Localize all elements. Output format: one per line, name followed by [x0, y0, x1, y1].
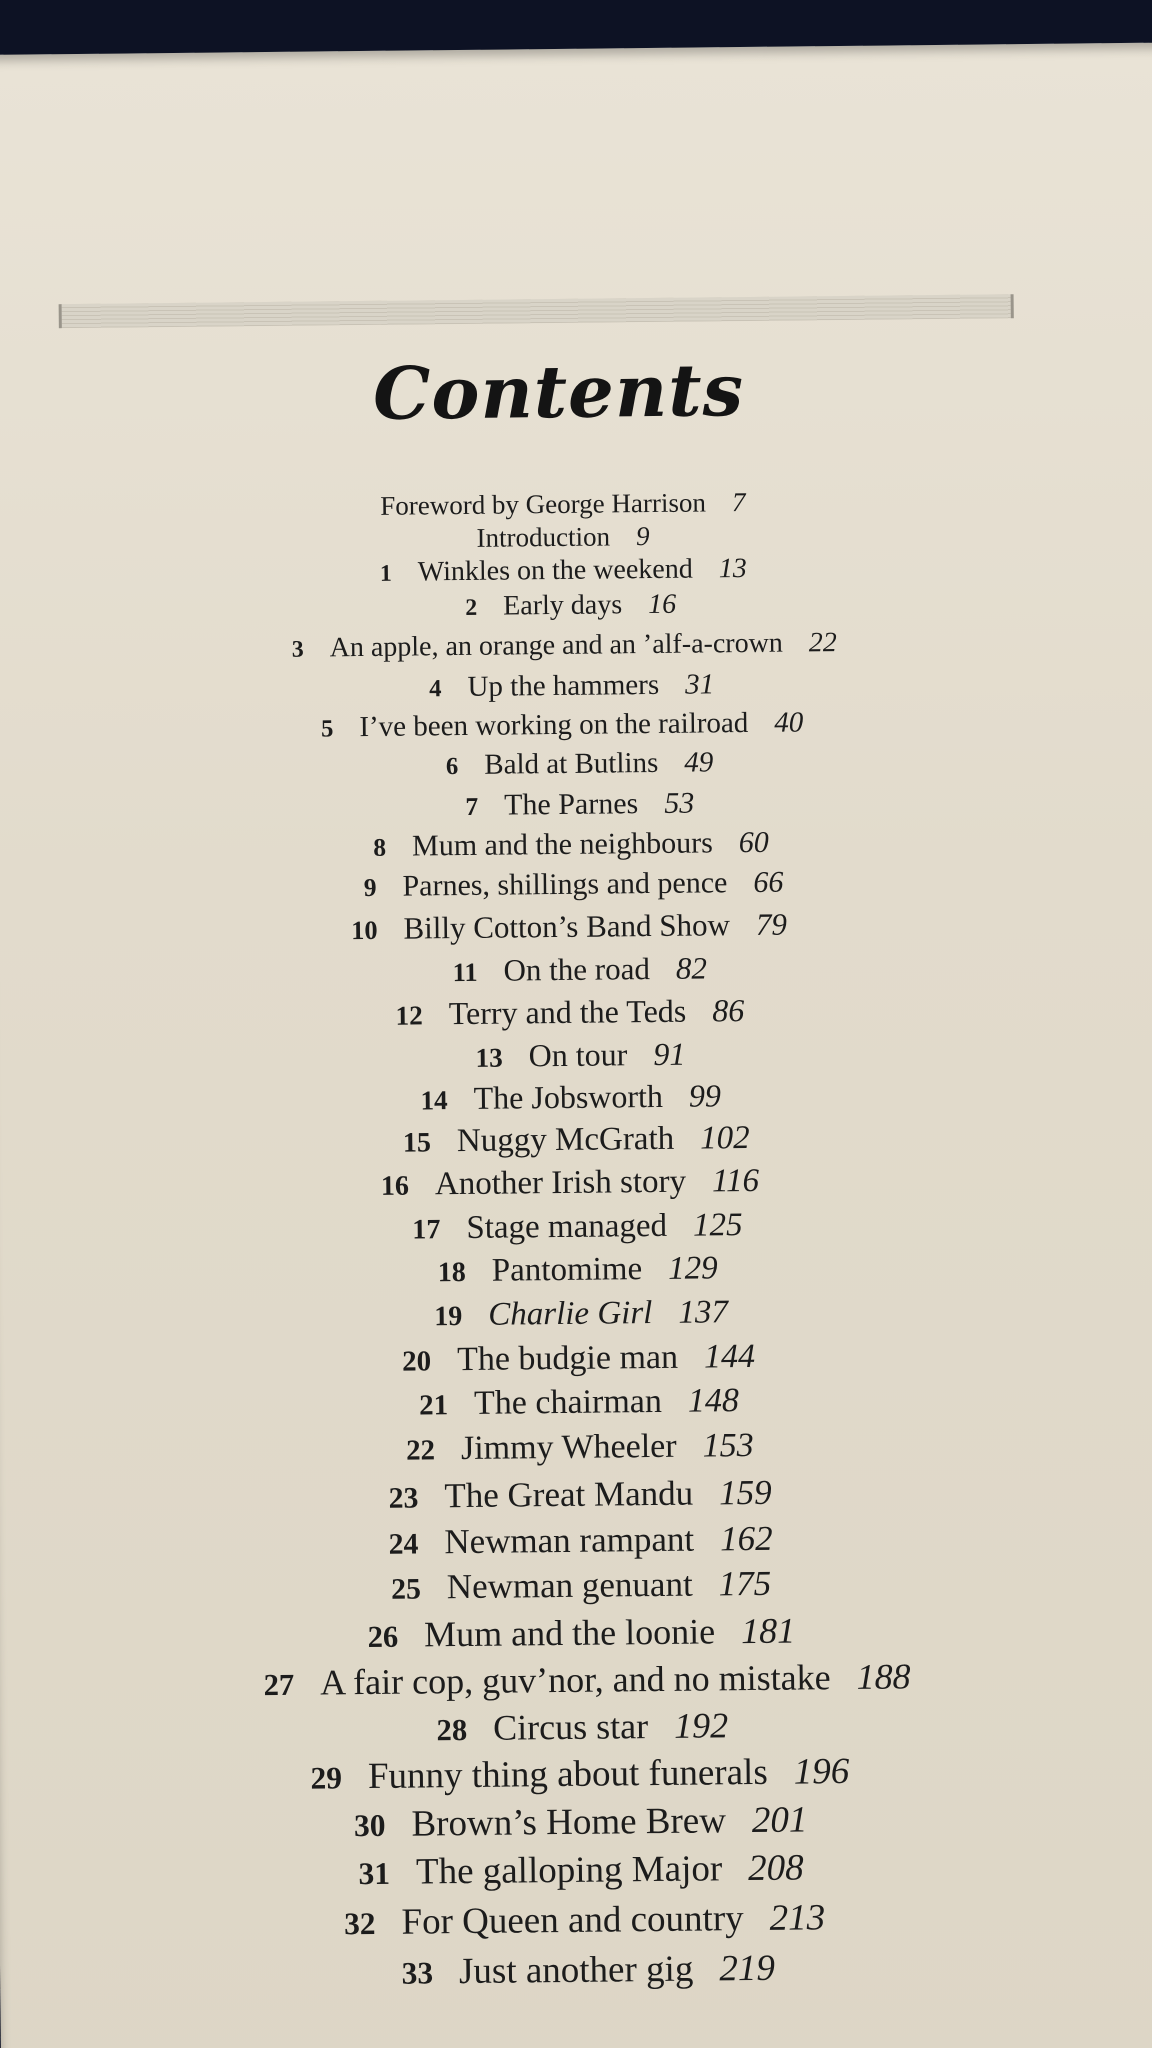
page-number: 82 — [675, 950, 708, 986]
toc-entry — [388, 1519, 772, 1563]
chapter-title: Up the hammers — [467, 668, 660, 703]
page-number: 162 — [719, 1518, 773, 1559]
chapter-title: A fair cop, guv’nor, and no mistake — [319, 1657, 831, 1703]
chapter-title: Another Irish story — [434, 1163, 687, 1203]
toc-entry — [419, 1382, 739, 1423]
chapter-title: Nuggy McGrath — [456, 1120, 675, 1160]
chapter-number: 14 — [420, 1085, 448, 1116]
page-number: 7 — [731, 487, 746, 518]
page-number: 125 — [692, 1207, 743, 1244]
page-title: Contents — [372, 347, 745, 436]
chapter-number: 7 — [465, 791, 479, 821]
chapter-title: Early days — [503, 589, 623, 622]
page-number: 60 — [738, 825, 770, 860]
page-number: 196 — [793, 1750, 850, 1793]
chapter-number: 15 — [402, 1127, 432, 1159]
toc-entry — [388, 1473, 771, 1517]
book-page — [0, 42, 1152, 2048]
decorative-rule — [59, 294, 1014, 328]
page-number: 181 — [740, 1610, 796, 1652]
toc-entry — [380, 487, 745, 522]
chapter-title: Winkles on the weekend — [417, 553, 693, 588]
page-number: 13 — [718, 552, 747, 585]
toc-entry — [420, 1077, 721, 1117]
chapter-title: The Parnes — [503, 787, 639, 822]
page-number: 102 — [699, 1120, 750, 1157]
toc-entry — [344, 1896, 826, 1944]
chapter-number: 11 — [452, 957, 478, 988]
toc-entry — [310, 1750, 849, 1799]
chapter-number: 32 — [343, 1905, 376, 1942]
chapter-number: 13 — [475, 1042, 503, 1073]
chapter-title: Stage managed — [466, 1207, 668, 1246]
chapter-number: 28 — [436, 1712, 468, 1748]
chapter-number: 22 — [405, 1434, 436, 1467]
chapter-title: The Great Mandu — [444, 1473, 694, 1516]
toc-entry — [391, 1564, 772, 1608]
chapter-title: Introduction — [476, 521, 611, 553]
chapter-number: 4 — [429, 675, 442, 703]
chapter-title: Mum and the neighbours — [411, 826, 714, 863]
chapter-number: 1 — [379, 560, 392, 587]
chapter-number: 27 — [263, 1667, 295, 1703]
toc-entry — [381, 1163, 760, 1204]
chapter-number: 10 — [351, 915, 378, 946]
toc-entry — [406, 1427, 754, 1469]
page-number: 9 — [635, 521, 650, 552]
page-number: 40 — [774, 706, 804, 739]
toc-entry — [436, 1704, 728, 1749]
chapter-number: 20 — [402, 1345, 432, 1378]
chapter-number: 9 — [363, 872, 377, 903]
page-number: 175 — [718, 1563, 772, 1604]
page-number: 99 — [688, 1077, 722, 1114]
page-number: 49 — [684, 746, 714, 779]
chapter-title: Mum and the loonie — [423, 1611, 716, 1655]
chapter-title: Foreword by George Harrison — [380, 487, 707, 521]
chapter-title: Parnes, shillings and pence — [402, 866, 728, 903]
toc-entry — [354, 1798, 808, 1846]
chapter-title: Newman genuant — [446, 1564, 693, 1607]
toc-entry — [434, 1294, 728, 1334]
toc-entry — [403, 1120, 750, 1161]
toc-entry — [475, 1036, 685, 1075]
chapter-number: 21 — [418, 1389, 449, 1422]
page-number: 129 — [667, 1250, 718, 1287]
page-number: 192 — [673, 1705, 729, 1746]
chapter-title: Terry and the Teds — [448, 992, 687, 1032]
page-number: 144 — [703, 1337, 756, 1376]
toc-entry — [465, 589, 676, 623]
page-number: 201 — [751, 1799, 808, 1842]
chapter-title: On tour — [528, 1036, 628, 1074]
chapter-number: 12 — [395, 1000, 423, 1031]
chapter-title: The galloping Major — [415, 1848, 723, 1893]
page-number: 116 — [711, 1162, 760, 1200]
chapter-number: 17 — [412, 1214, 441, 1246]
page-number: 159 — [718, 1472, 772, 1513]
toc-entry — [429, 668, 714, 704]
toc-entry — [351, 907, 787, 948]
toc-entry — [465, 787, 694, 823]
chapter-number: 8 — [373, 832, 387, 862]
chapter-title: Brown’s Home Brew — [411, 1800, 727, 1845]
chapter-title: The Jobsworth — [473, 1077, 664, 1116]
chapter-number: 18 — [437, 1256, 466, 1289]
chapter-title: Funny thing about funerals — [367, 1751, 768, 1798]
toc-entry — [476, 521, 649, 554]
chapter-number: 5 — [320, 715, 334, 743]
chapter-title: Jimmy Wheeler — [460, 1427, 677, 1468]
chapter-title: Billy Cotton’s Band Show — [403, 907, 731, 946]
toc-entry — [438, 1250, 718, 1290]
toc-entry — [321, 706, 804, 744]
chapter-title: Charlie Girl — [488, 1295, 653, 1333]
chapter-number: 6 — [445, 753, 459, 781]
toc-entry — [412, 1207, 743, 1247]
page-number: 153 — [702, 1426, 754, 1465]
toc-entry — [402, 1338, 755, 1380]
chapter-number: 25 — [390, 1572, 422, 1606]
page-number: 219 — [719, 1947, 776, 1990]
chapter-title: An apple, an orange and an ’alf-a-crown — [329, 627, 784, 664]
chapter-title: The budgie man — [456, 1338, 679, 1379]
toc-entry — [358, 1846, 804, 1894]
chapter-title: On the road — [503, 951, 651, 988]
page-number: 91 — [653, 1035, 686, 1073]
chapter-number: 23 — [388, 1481, 419, 1515]
chapter-number: 16 — [380, 1170, 410, 1202]
toc-entry — [446, 746, 714, 782]
chapter-title: The chairman — [473, 1382, 663, 1422]
page-number: 79 — [755, 906, 788, 942]
page-number: 53 — [664, 786, 695, 820]
toc-entry — [292, 627, 837, 665]
toc-entry — [263, 1655, 910, 1704]
toc-entry — [380, 553, 747, 589]
page-number: 31 — [684, 668, 715, 701]
table-of-contents — [0, 483, 1135, 1993]
page-number: 148 — [687, 1382, 740, 1420]
chapter-title: Newman rampant — [444, 1519, 695, 1562]
chapter-number: 33 — [401, 1955, 434, 1991]
page-number: 22 — [808, 627, 838, 659]
chapter-title: Circus star — [492, 1706, 649, 1748]
page-number: 16 — [648, 588, 677, 621]
page-number: 86 — [712, 992, 745, 1029]
chapter-number: 2 — [465, 594, 478, 621]
page-number: 213 — [769, 1897, 826, 1939]
toc-entry — [395, 992, 744, 1033]
chapter-number: 3 — [291, 636, 304, 663]
chapter-title: Just another gig — [458, 1948, 694, 1993]
chapter-number: 29 — [310, 1760, 343, 1796]
chapter-title: I’ve been working on the railroad — [359, 706, 749, 744]
toc-entry — [373, 826, 769, 864]
toc-entry — [401, 1947, 775, 1994]
toc-entry — [364, 866, 784, 904]
chapter-number: 31 — [358, 1855, 391, 1892]
chapter-number: 30 — [353, 1807, 386, 1844]
toc-entry — [367, 1610, 795, 1656]
chapter-number: 24 — [388, 1527, 419, 1561]
chapter-title: Bald at Butlins — [484, 746, 659, 781]
page-number: 188 — [856, 1656, 911, 1697]
page-number: 137 — [678, 1294, 729, 1331]
toc-entry — [452, 950, 707, 989]
chapter-title: Pantomime — [491, 1251, 643, 1289]
chapter-number: 19 — [434, 1301, 463, 1333]
chapter-title: For Queen and country — [401, 1898, 744, 1943]
page-number: 66 — [753, 865, 784, 899]
page-number: 208 — [747, 1847, 804, 1890]
chapter-number: 26 — [367, 1619, 399, 1655]
